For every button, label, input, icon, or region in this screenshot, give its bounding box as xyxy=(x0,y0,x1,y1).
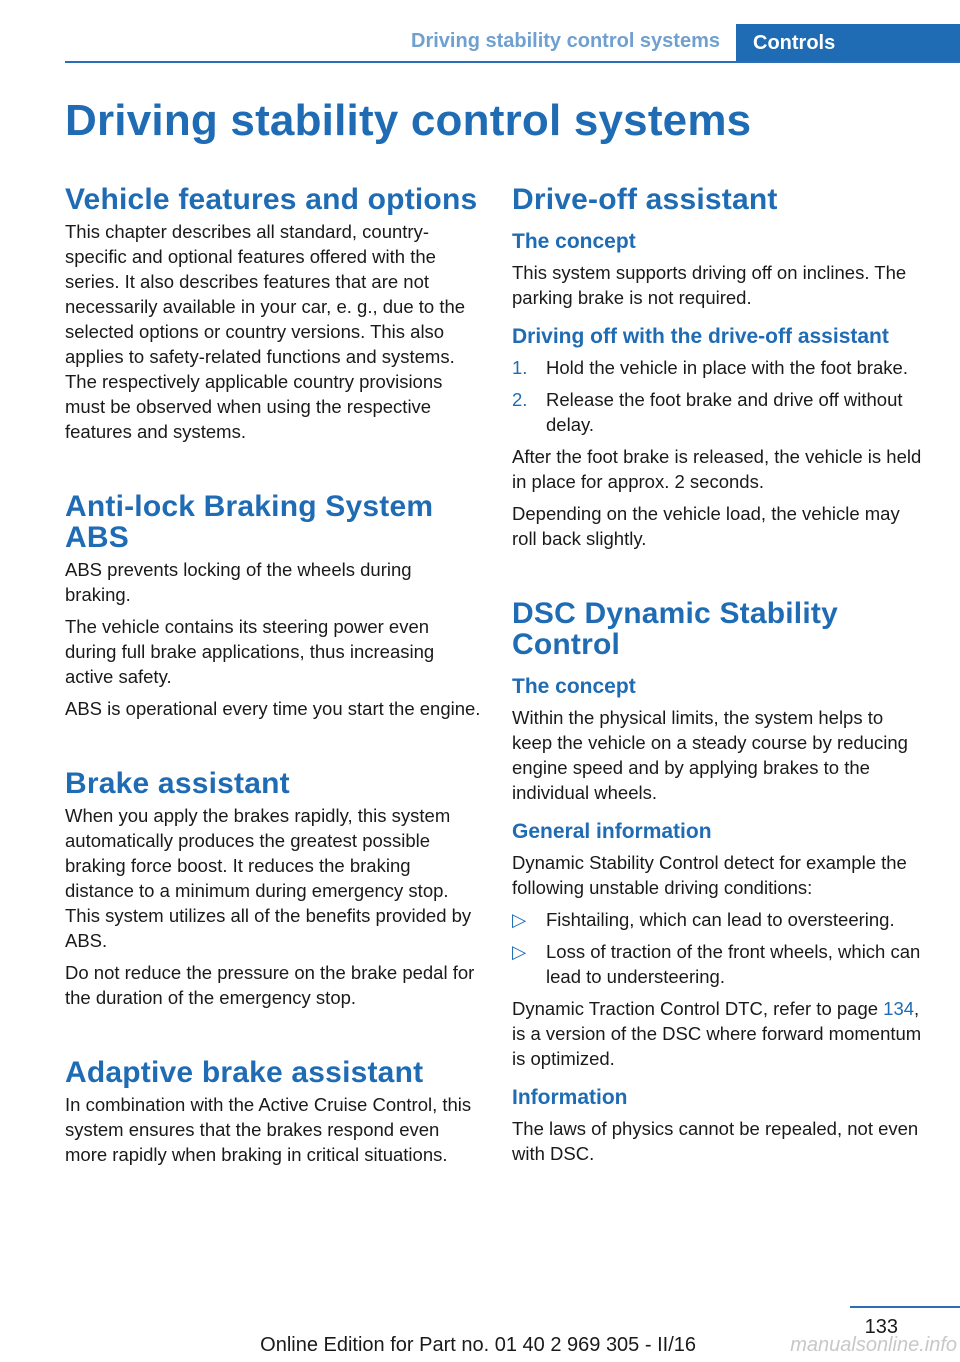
footer-edition: Online Edition for Part no. 01 40 2 969 305 - II/16 xyxy=(260,1334,696,1356)
step-number: 1. xyxy=(512,357,528,378)
drive-off-concept-text: This system supports driving off on inclines. The parking brake is not required. xyxy=(512,262,907,308)
brake-assistant-text-1: When you apply the brakes rapidly, this system automatically produces the greatest possible braking force boost. It reduces the braking distance to a minimum during emergency stop. This system utilizes all of the benefits provided by ABS. xyxy=(65,805,472,951)
vehicle-features-text: This chapter describes all standard, country-specific and optional features offered with the series. It also describes features that are not necessarily available in your car, e. g., due to the selected options or country versions. This also applies to safety-related functions and systems. The respectively applicable country provisions must be observed when using the respective features and systems. xyxy=(65,221,466,442)
header-rule xyxy=(65,61,960,63)
information-text: The laws of physics cannot be repealed, not even with DSC. xyxy=(512,1118,919,1164)
triangle-bullet-icon: ▷ xyxy=(512,941,527,962)
step-text: Release the foot brake and drive off without delay. xyxy=(546,389,903,435)
footer-rule xyxy=(850,1306,960,1308)
brake-assistant-heading: Brake assistant xyxy=(65,767,290,800)
adaptive-brake-text: In combination with the Active Cruise Control, this system ensures that the brakes respond even more rapidly when braking in critical situations. xyxy=(65,1094,472,1165)
drive-off-load-text: Depending on the vehicle load, the vehicle may roll back slightly. xyxy=(512,503,900,549)
right-column xyxy=(512,184,928,1166)
list-item xyxy=(512,355,928,380)
bullet-text: Fishtailing, which can lead to oversteering. xyxy=(546,909,895,930)
list-item xyxy=(512,387,928,437)
left-column xyxy=(65,184,481,1167)
header-chapter-tab: Controls xyxy=(736,24,960,62)
list-item xyxy=(512,939,928,989)
page-number: 133 xyxy=(864,1316,898,1338)
abs-text-1: ABS prevents locking of the wheels during braking. xyxy=(65,559,412,605)
general-information-text: Dynamic Stability Control detect for example the following unstable driving conditions: xyxy=(512,852,907,898)
dtc-text-start: Dynamic Traction Control DTC, refer to page xyxy=(512,998,884,1019)
drive-off-after-text: After the foot brake is released, the vehicle is held in place for approx. 2 seconds. xyxy=(512,446,922,492)
list-item xyxy=(512,907,928,932)
step-number: 2. xyxy=(512,389,528,410)
abs-text-2: The vehicle contains its steering power even during full brake applications, thus increasing active safety. xyxy=(65,616,435,687)
header-section-title: Driving stability control systems xyxy=(411,30,720,52)
triangle-bullet-icon: ▷ xyxy=(512,909,527,930)
vehicle-features-heading: Vehicle features and options xyxy=(65,183,478,216)
page-link[interactable]: 134 xyxy=(883,998,915,1019)
adaptive-brake-heading: Adaptive brake assistant xyxy=(65,1056,424,1089)
information-heading: Information xyxy=(512,1086,628,1109)
driving-off-heading: Driving off with the drive-off assistant xyxy=(512,325,889,348)
dsc-concept-heading: The concept xyxy=(512,675,636,698)
dsc-concept-text: Within the physical limits, the system helps to keep the vehicle on a steady course by reducing engine speed and by applying brakes to the individual wheels. xyxy=(512,707,908,803)
bullet-text: Loss of traction of the front wheels, which can lead to understeering. xyxy=(546,941,921,987)
brake-assistant-text-2: Do not reduce the pressure on the brake pedal for the duration of the emergency stop. xyxy=(65,962,475,1008)
dsc-heading: DSC Dynamic Stability Control xyxy=(512,597,838,661)
dtc-text xyxy=(512,996,928,1071)
page-title: Driving stability control systems xyxy=(65,96,752,145)
dtc-text-end: , is a version of the DSC where forward momentum is optimized. xyxy=(512,998,922,1069)
step-text: Hold the vehicle in place with the foot brake. xyxy=(546,357,908,378)
general-information-heading: General information xyxy=(512,820,712,843)
drive-off-concept-heading: The concept xyxy=(512,230,636,253)
watermark: manualsonline.info xyxy=(790,1334,957,1356)
abs-text-3: ABS is operational every time you start the engine. xyxy=(65,698,481,719)
page-header xyxy=(0,0,960,62)
drive-off-heading: Drive-off assistant xyxy=(512,183,778,216)
abs-heading: Anti-lock Braking System ABS xyxy=(65,490,434,554)
